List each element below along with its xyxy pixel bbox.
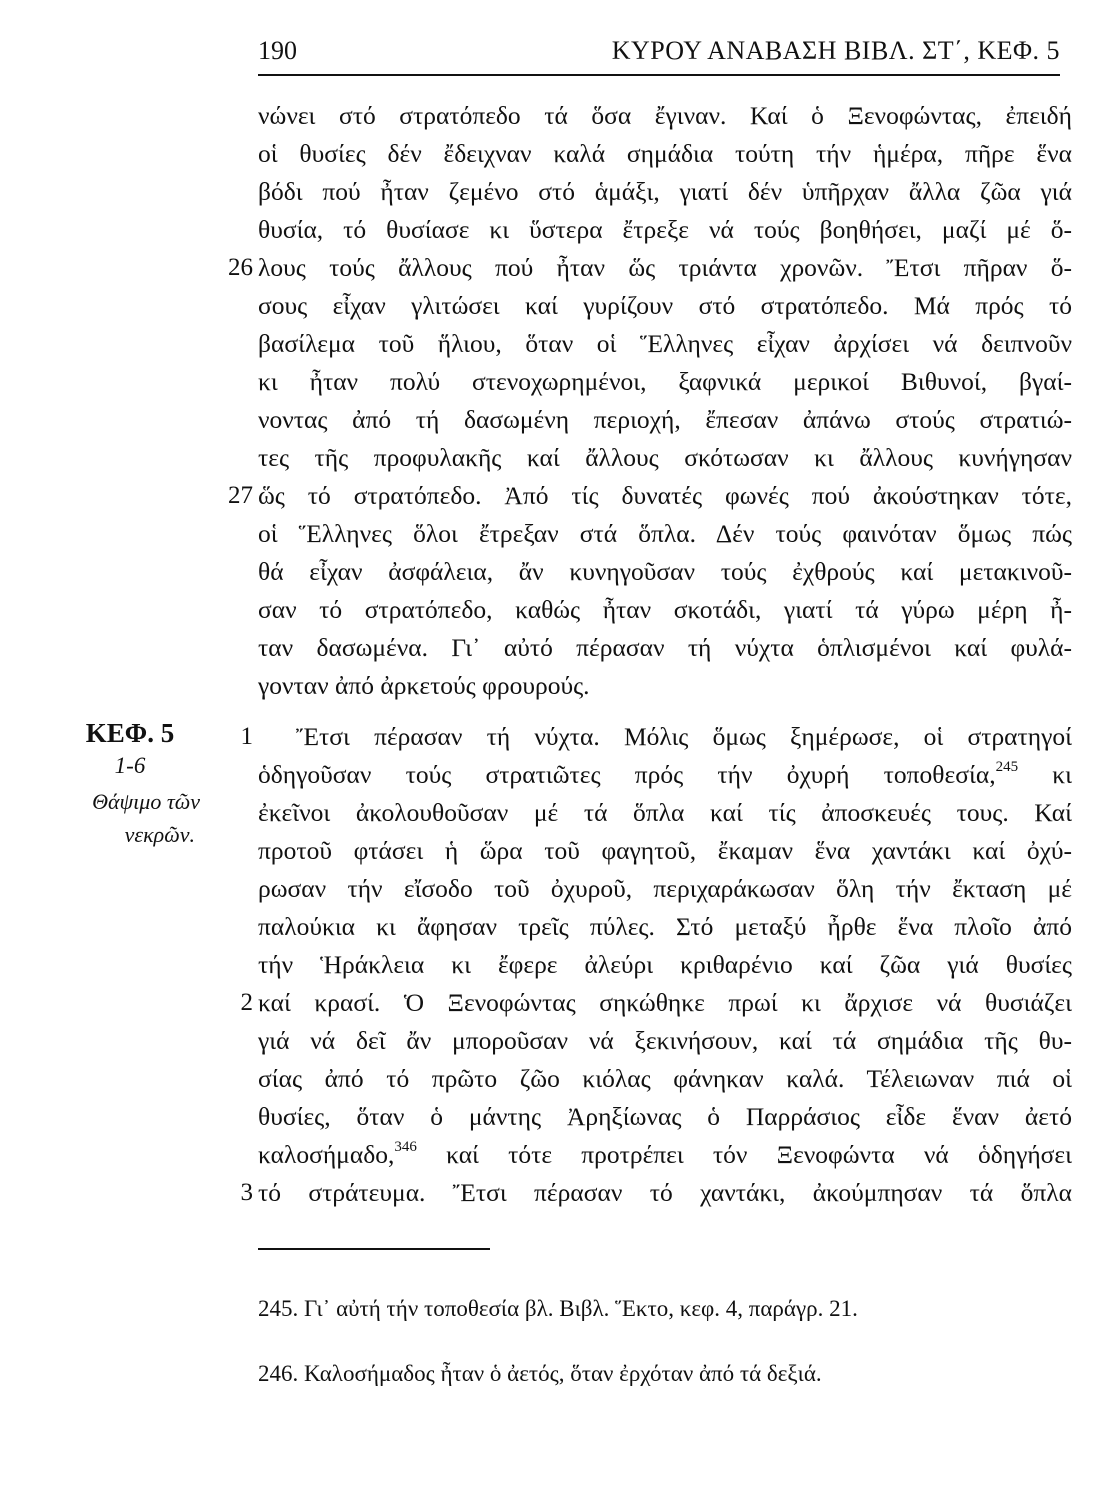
text-line: γιά νά δεῖ ἄν μποροῦσαν νά ξεκινήσουν, καί τά σημάδια τῆς θυ- xyxy=(258,1026,1072,1055)
text-line: ρωσαν τήν εἴσοδο τοῦ ὀχυροῦ, περιχαράκωσαν ὅλη τήν ἔκταση μέ xyxy=(258,874,1072,903)
paragraph-number: 26 xyxy=(228,254,253,281)
text-segment: κι xyxy=(1052,760,1073,789)
text-line: βασίλεμα τοῦ ἥλιου, ὅταν οἱ Ἕλληνες εἶχαν ἀρχίσει νά δειπνοῦν xyxy=(258,329,1072,358)
text-line: καί κρασί. Ὁ Ξενοφώντας σηκώθηκε πρωί κι ἄρχισε νά θυσιάζει xyxy=(258,988,1072,1017)
text-line xyxy=(258,756,1072,794)
chapter-label: ΚΕΦ. 5 xyxy=(85,718,175,748)
footnote-reference[interactable]: 245 xyxy=(995,759,1019,775)
text-line: προτοῦ φτάσει ἡ ὥρα τοῦ φαγητοῦ, ἔκαμαν ἕνα χαντάκι καί ὀχύ- xyxy=(258,836,1072,865)
text-line: θυσία, τό θυσίασε κι ὕστερα ἔτρεξε νά τούς βοηθήσει, μαζί μέ ὅ- xyxy=(258,215,1072,244)
footnote-246: 246. Καλοσήμαδος ἦταν ὁ ἀετός, ὅταν ἐρχόταν ἀπό τά δεξιά. xyxy=(258,1361,822,1386)
text-line: λους τούς ἄλλους πού ἦταν ὥς τριάντα χρονῶν. Ἔτσι πῆραν ὅ- xyxy=(258,253,1072,282)
chapter-title-line-1: Θάψιμο τῶν xyxy=(92,789,200,814)
text-line: τήν Ἡράκλεια κι ἔφερε ἀλεύρι κριθαρένιο καί ζῶα γιά θυσίες xyxy=(258,950,1072,979)
text-segment: καί τότε προτρέπει τόν Ξενοφώντα νά ὁδηγήσει xyxy=(446,1140,1073,1169)
paragraph-number: 3 xyxy=(240,1179,253,1206)
text-line: οἱ Ἕλληνες ὅλοι ἔτρεξαν στά ὅπλα. Δέν τούς φαινόταν ὅμως πώς xyxy=(258,519,1072,548)
text-line: βόδι πού ἦταν ζεμένο στό ἁμάξι, γιατί δέν ὑπῆρχαν ἄλλα ζῶα γιά xyxy=(258,177,1072,206)
text-line: ἐκεῖνοι ἀκολουθοῦσαν μέ τά ὅπλα καί τίς ἀποσκευές τους. Καί xyxy=(258,798,1072,827)
text-segment: ὁδηγοῦσαν τούς στρατιῶτες πρός τήν ὀχυρή τοποθεσία, xyxy=(258,760,996,789)
paragraph-number: 27 xyxy=(228,482,253,509)
text-line: γονταν ἀπό ἀρκετούς φρουρούς. xyxy=(258,671,590,700)
paragraph-number: 1 xyxy=(240,723,253,750)
text-line: παλούκια κι ἄφησαν τρεῖς πύλες. Στό μεταξύ ἦρθε ἕνα πλοῖο ἀπό xyxy=(258,912,1072,941)
text-line: σους εἶχαν γλιτώσει καί γυρίζουν στό στρατόπεδο. Μά πρός τό xyxy=(258,291,1072,320)
text-line: κι ἦταν πολύ στενοχωρημένοι, ξαφνικά μερικοί Βιθυνοί, βγαί- xyxy=(258,367,1072,396)
header-rule xyxy=(258,74,1060,76)
text-line: ταν δασωμένα. Γι᾽ αὐτό πέρασαν τή νύχτα ὁπλισμένοι καί φυλά- xyxy=(258,633,1072,662)
text-line: θυσίες, ὅταν ὁ μάντης Ἀρηξίωνας ὁ Παρράσιος εἶδε ἕναν ἀετό xyxy=(258,1102,1072,1131)
page-number: 190 xyxy=(258,36,297,65)
text-line: σαν τό στρατόπεδο, καθώς ἦταν σκοτάδι, γιατί τά γύρω μέρη ἦ- xyxy=(258,595,1072,624)
text-line: νοντας ἀπό τή δασωμένη περιοχή, ἔπεσαν ἀπάνω στούς στρατιώ- xyxy=(258,405,1072,434)
text-line: σίας ἀπό τό πρῶτο ζῶο κιόλας φάνηκαν καλά. Τέλειωναν πιά οἱ xyxy=(258,1064,1072,1093)
footnote-245: 245. Γι᾽ αὐτή τήν τοποθεσία βλ. Βιβλ. Ἕκτο, κεφ. 4, παράγρ. 21. xyxy=(258,1296,858,1321)
text-line: τες τῆς προφυλακῆς καί ἄλλους σκότωσαν κι ἄλλους κυνήγησαν xyxy=(258,443,1072,472)
paragraph-number: 2 xyxy=(240,989,253,1016)
text-line: Ἔτσι πέρασαν τή νύχτα. Μόλις ὅμως ξημέρωσε, οἱ στρατηγοί xyxy=(296,722,1072,751)
text-line xyxy=(258,1136,1072,1174)
text-line: οἱ θυσίες δέν ἔδειχναν καλά σημάδια τούτη τήν ἡμέρα, πῆρε ἕνα xyxy=(258,139,1072,168)
text-line: ὥς τό στρατόπεδο. Ἀπό τίς δυνατές φωνές πού ἀκούστηκαν τότε, xyxy=(258,481,1072,510)
text-segment: καλοσήμαδο, xyxy=(258,1140,395,1169)
running-head: ΚΥΡΟΥ ΑΝΑΒΑΣΗ ΒΙΒΛ. ΣΤ΄, ΚΕΦ. 5 xyxy=(611,36,1060,65)
footnote-reference[interactable]: 346 xyxy=(394,1139,417,1155)
text-line: τό στράτευμα. Ἔτσι πέρασαν τό χαντάκι, ἀκούμπησαν τά ὅπλα xyxy=(258,1178,1072,1207)
footnote-rule xyxy=(258,1248,490,1250)
chapter-section-range: 1-6 xyxy=(114,753,146,778)
text-line: θά εἶχαν ἀσφάλεια, ἄν κυνηγοῦσαν τούς ἐχθρούς καί μετακινοῦ- xyxy=(258,557,1072,586)
text-line: νώνει στό στρατόπεδο τά ὅσα ἔγιναν. Καί ὁ Ξενοφώντας, ἐπειδή xyxy=(258,101,1072,130)
chapter-title-line-2: νεκρῶν. xyxy=(124,822,195,847)
